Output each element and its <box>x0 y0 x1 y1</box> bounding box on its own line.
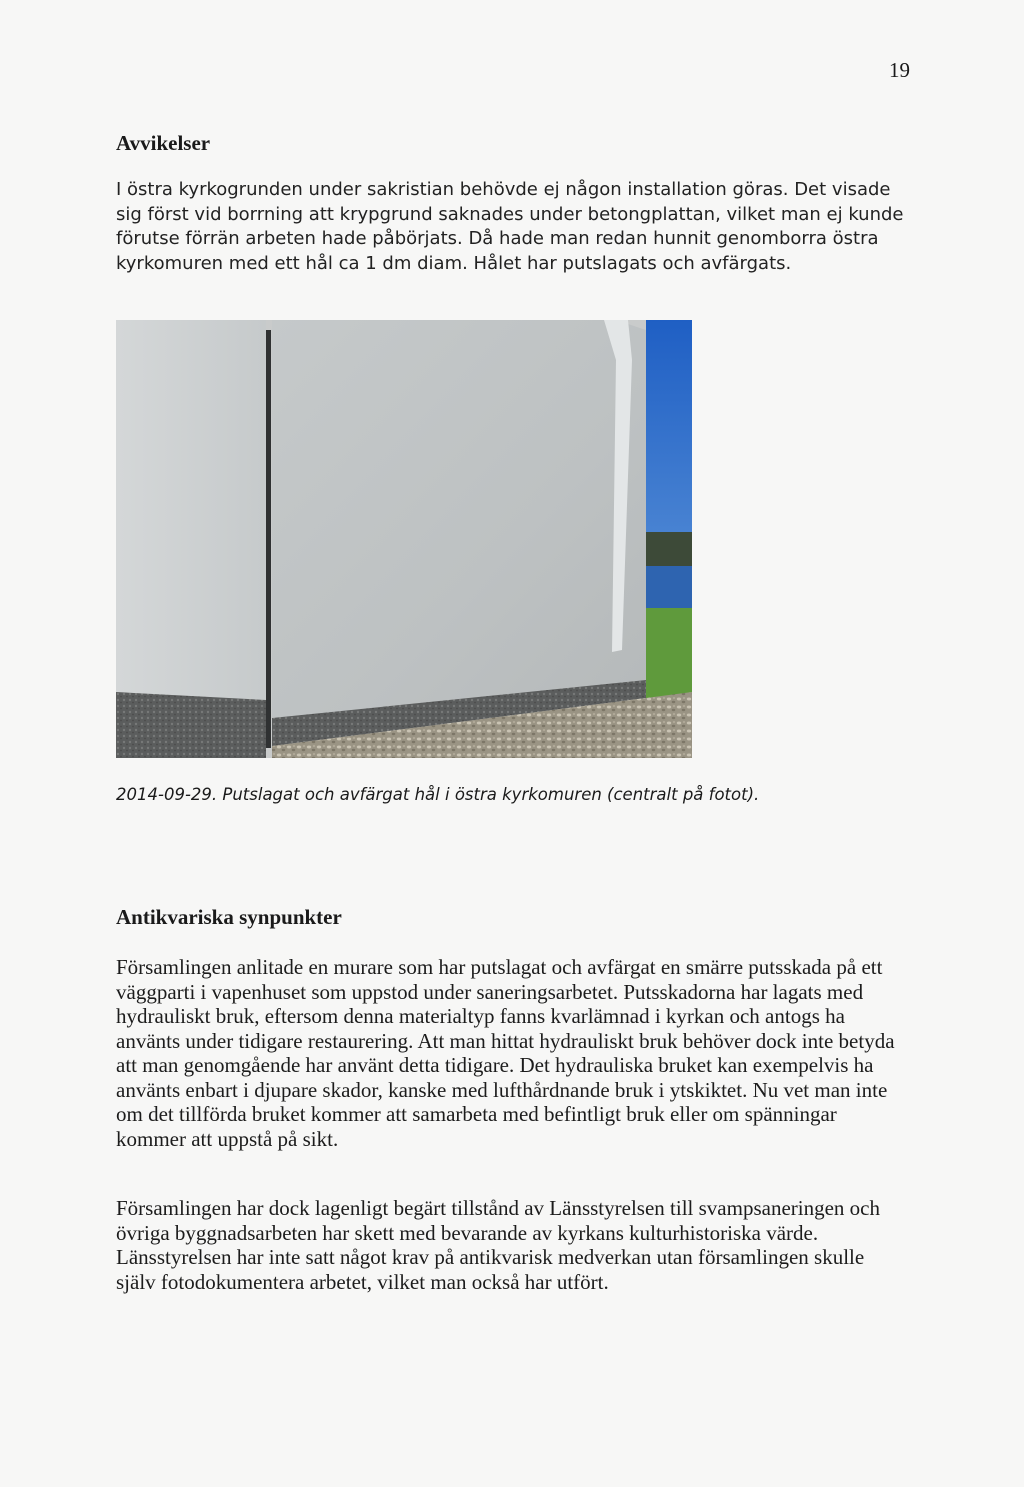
avvikelser-paragraph: I östra kyrkogrunden under sakristian behövde ej någon installation göras. Det visade sig först vid borrning att krypgrund saknades under betongplattan, vilket man ej kunde förutse förrän arbeten hade påbörjats. Då hade man redan hunnit genomborra östra kyrkomuren med ett hål ca 1 dm diam. Hålet har putslagats och avfärgats. <box>116 179 904 274</box>
section-heading-avvikelser: Avvikelser <box>116 131 211 155</box>
section-heading-antikvariska: Antikvariska synpunkter <box>116 905 342 929</box>
antikvariska-paragraph-2: Församlingen har dock lagenligt begärt tillstånd av Länsstyrelsen till svampsaneringen och övriga byggnadsarbeten har skett med bevarande av kyrkans kulturhistoriska värde. Länsstyrelsen har inte satt något krav på antikvarisk medverkan utan församlingen skulle själv fotodokumentera arbetet, vilket man också har utfört. <box>116 1196 880 1294</box>
antikvariska-paragraph-1: Församlingen anlitade en murare som har putslagat och avfärgat en smärre putsskada på ett väggparti i vapenhuset som uppstod under saneringsarbetet. Putsskadorna har lagats med hydrauliskt bruk, eftersom denna materialtyp fanns kvarlämnad i kyrkan och antogs ha använts under tidigare restaurering. Att man hittat hydrauliskt bruk behöver dock inte betyda att man genomgående har använt detta tidigare. Det hydrauliska bruket kan exempelvis ha använts enbart i djupare skador, kanske med lufthårdnande bruk i ytskiktet. Nu vet man inte om det tillförda bruket kommer att samarbeta med befintligt bruk eller om spänningar kommer att uppstå på sikt. <box>116 955 895 1151</box>
page-number: 19 <box>889 58 910 82</box>
figure-caption: 2014-09-29. Putslagat och avfärgat hål i östra kyrkomuren (centralt på fotot). <box>116 785 760 804</box>
church-wall-photo <box>116 320 692 758</box>
